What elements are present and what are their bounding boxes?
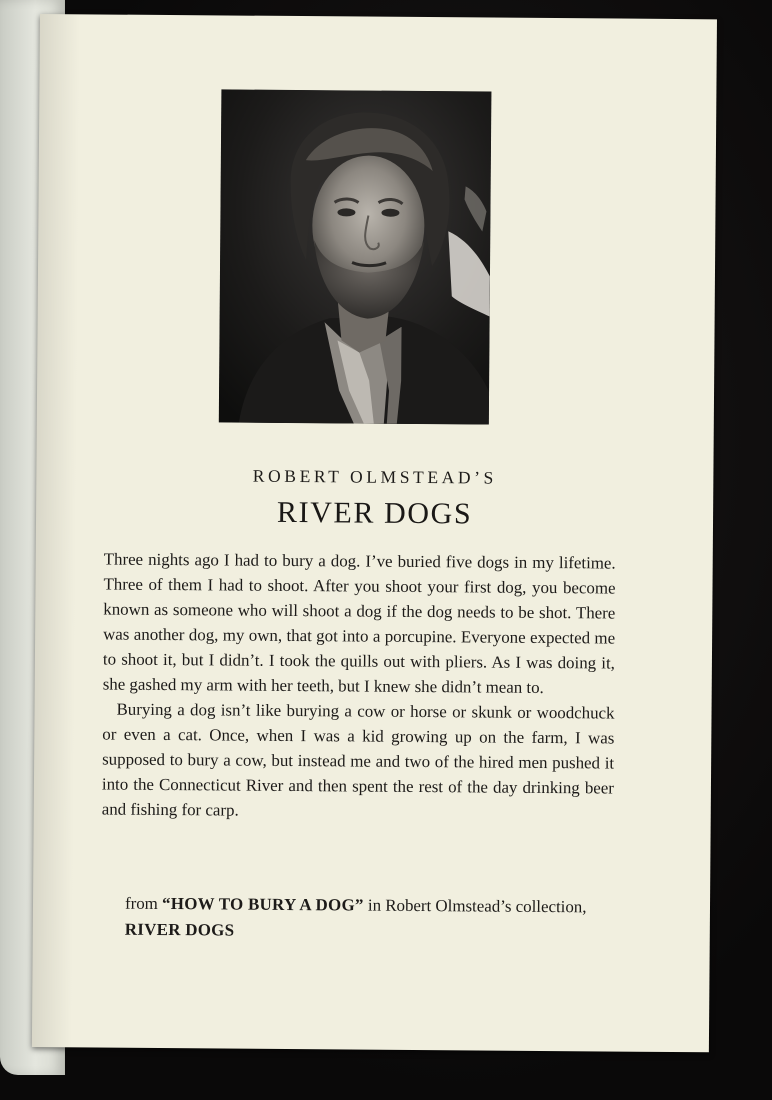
credit-book-title: RIVER DOGS — [124, 919, 235, 940]
book-page — [32, 14, 717, 1052]
author-portrait-image — [219, 89, 492, 424]
excerpt-paragraph-1: Three nights ago I had to bury a dog. I’ve buried five dogs in my lifetime. Three of them I had to shoot. After you shoot your first dog, you become known as someone who will shoot a dog if the dog needs to be shot. There was another dog, my own, that got into a porcupine. Everyone expected me to shoot it, but I didn’t. I took the quills out with pliers. As I was doing it, she gashed my arm with her teeth, but I knew she didn’t mean to. — [102, 549, 616, 697]
author-heading: ROBERT OLMSTEAD’S — [252, 465, 497, 488]
excerpt-body — [102, 547, 616, 826]
excerpt-paragraph-2: Burying a dog isn’t like burying a cow or horse or skunk or woodchuck or even a cat. Once, when I was a kid growing up on the farm, I was supposed to bury a cow, but instead me and two of the hired men pushed it into the Connecticut River and then spent the rest of the day drinking beer and fishing for carp. — [101, 699, 615, 820]
credit-story-title: “HOW TO BURY A DOG” — [162, 893, 364, 915]
credit-middle: in Robert Olmstead’s collection, — [367, 895, 587, 917]
book-title: RIVER DOGS — [276, 495, 473, 531]
credit-from: from — [124, 893, 158, 913]
source-credit — [125, 891, 605, 947]
author-portrait — [219, 89, 492, 424]
